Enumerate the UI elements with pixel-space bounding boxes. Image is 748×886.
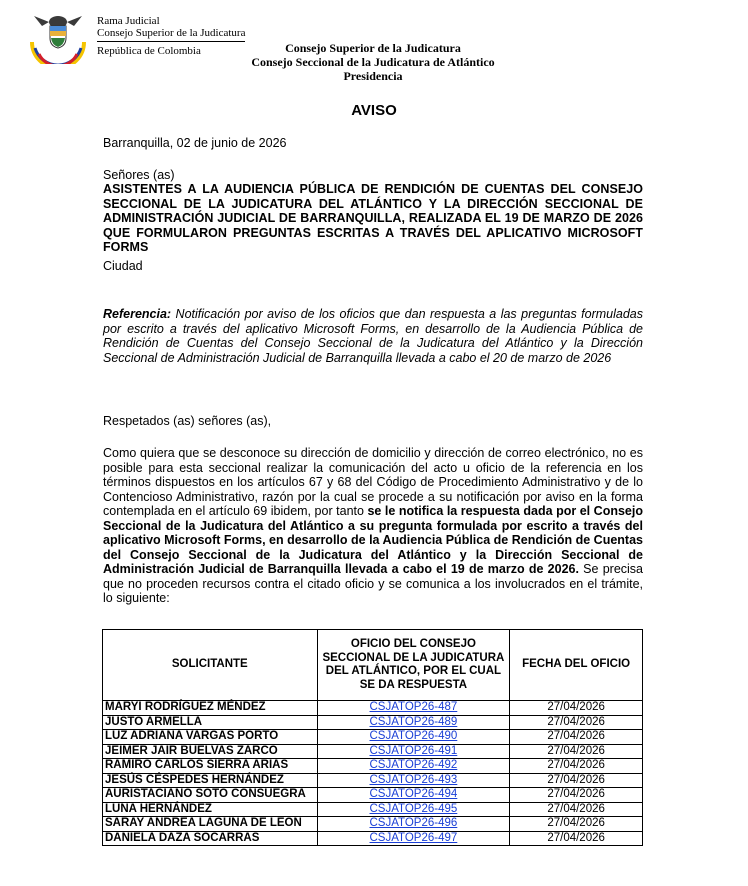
solicitante-cell: JEIMER JAIR BUELVAS ZARCO [103, 744, 318, 759]
salutation: Señores (as) [103, 168, 175, 182]
solicitante-cell: RAMIRO CARLOS SIERRA ARIAS [103, 759, 318, 774]
header-solicitante: SOLICITANTE [103, 630, 318, 701]
table-header-row [103, 630, 643, 701]
brand-line-1: Rama Judicial [97, 15, 160, 27]
fecha-cell: 27/04/2026 [510, 831, 643, 846]
reference-text: Notificación por aviso de los oficios que dan respuesta a las preguntas formuladas por escrito a través del aplicativo Microsoft Forms, en desarrollo de la Audiencia Pública de Rendición de Cuentas del Consejo Seccional de la Judicatura del Atlántico y la Dirección Seccional de Administración Judicial de Barranquilla llevada a cabo el 20 de marzo de 2026 [103, 307, 643, 365]
oficio-link[interactable]: CSJATOP26-489 [317, 715, 510, 730]
date-line: Barranquilla, 02 de junio de 2026 [103, 136, 287, 150]
coat-of-arms-icon [28, 8, 88, 64]
table-row [103, 788, 643, 803]
header-fecha: FECHA DEL OFICIO [510, 630, 643, 701]
oficio-link[interactable]: CSJATOP26-491 [317, 744, 510, 759]
table-row [103, 701, 643, 716]
fecha-cell: 27/04/2026 [510, 802, 643, 817]
table-row [103, 730, 643, 745]
fecha-cell: 27/04/2026 [510, 773, 643, 788]
table-row [103, 802, 643, 817]
brand-line-3: República de Colombia [97, 45, 201, 57]
solicitante-cell: LUNA HERNÁNDEZ [103, 802, 318, 817]
oficio-link[interactable]: CSJATOP26-494 [317, 788, 510, 803]
fecha-cell: 27/04/2026 [510, 759, 643, 774]
solicitante-cell: AURISTACIANO SOTO CONSUEGRA [103, 788, 318, 803]
oficio-link[interactable]: CSJATOP26-490 [317, 730, 510, 745]
fecha-cell: 27/04/2026 [510, 701, 643, 716]
city: Ciudad [103, 259, 143, 273]
fecha-cell: 27/04/2026 [510, 788, 643, 803]
addressee: ASISTENTES A LA AUDIENCIA PÚBLICA DE RENDICIÓN DE CUENTAS DEL CONSEJO SECCIONAL DE LA JUDICATURA DEL ATLÁNTICO Y LA DIRECCIÓN SECCIONAL DE ADMINISTRACIÓN JUDICIAL DE BARRANQUILLA, REALIZADA EL 19 DE MARZO DE 2026 QUE FORMULARON PREGUNTAS ESCRITAS A TRAVÉS DEL APLICATIVO MICROSOFT FORMS [103, 182, 643, 254]
solicitante-cell: JESÚS CÉSPEDES HERNÁNDEZ [103, 773, 318, 788]
reference-paragraph [103, 307, 643, 365]
heading-line-1: Consejo Superior de la Judicatura [285, 41, 461, 55]
body-part-3: Se precisa que no proceden recursos contra el citado oficio y se comunica a los involucrados en el trámite, lo siguiente: [103, 562, 643, 605]
table-row [103, 831, 643, 846]
oficio-link[interactable]: CSJATOP26-497 [317, 831, 510, 846]
oficio-link[interactable]: CSJATOP26-493 [317, 773, 510, 788]
table-row [103, 773, 643, 788]
header-oficio: OFICIO DEL CONSEJO SECCIONAL DE LA JUDICATURA DEL ATLÁNTICO, POR EL CUAL SE DA RESPUESTA [317, 630, 510, 701]
table-row [103, 715, 643, 730]
solicitante-cell: MARYI RODRÍGUEZ MÉNDEZ [103, 701, 318, 716]
brand-line-2: Consejo Superior de la Judicatura [97, 27, 245, 42]
body-part-1: Como quiera que se desconoce su dirección de domicilio y dirección de correo electrónico, no es posible para esta seccional realizar la comunicación del acto u oficio de la referencia en los términos dispuestos en los artículos 67 y 68 del Código de Procedimiento Administrativo y de lo Contencioso Administrativo, razón por la cual se procede a su notificación por aviso en la forma contemplada en el artículo 69 ibidem, por tanto [103, 446, 643, 518]
greeting: Respetados (as) señores (as), [103, 414, 272, 428]
fecha-cell: 27/04/2026 [510, 744, 643, 759]
table-row [103, 744, 643, 759]
heading-line-3: Presidencia [343, 69, 403, 83]
table-row [103, 759, 643, 774]
solicitante-cell: JUSTO ARMELLA [103, 715, 318, 730]
institution-brand [97, 15, 245, 57]
notification-table [102, 629, 643, 846]
solicitante-cell: DANIELA DAZA SOCARRAS [103, 831, 318, 846]
reference-label: Referencia: [103, 307, 172, 321]
heading-line-2: Consejo Seccional de la Judicatura de Atlántico [251, 55, 495, 69]
solicitante-cell: LUZ ADRIANA VARGAS PORTO [103, 730, 318, 745]
fecha-cell: 27/04/2026 [510, 817, 643, 832]
oficio-link[interactable]: CSJATOP26-492 [317, 759, 510, 774]
fecha-cell: 27/04/2026 [510, 730, 643, 745]
oficio-link[interactable]: CSJATOP26-496 [317, 817, 510, 832]
document-title: AVISO [351, 102, 397, 119]
document-heading [230, 41, 516, 83]
solicitante-cell: SARAY ANDREA LAGUNA DE LEON [103, 817, 318, 832]
body-part-2: se le notifica la respuesta dada por el Consejo Seccional de la Judicatura del Atlántico a su pregunta formulada por escrito a través del aplicativo Microsoft Forms, en desarrollo de la Audiencia Pública de Rendición de Cuentas del Consejo Seccional de la Judicatura del Atlántico y la Dirección Seccional de Administración Judicial de Barranquilla llevada a cabo el 19 de marzo de 2026. [103, 504, 643, 576]
table-row [103, 817, 643, 832]
oficio-link[interactable]: CSJATOP26-495 [317, 802, 510, 817]
fecha-cell: 27/04/2026 [510, 715, 643, 730]
body-paragraph [103, 446, 643, 606]
oficio-link[interactable]: CSJATOP26-487 [317, 701, 510, 716]
